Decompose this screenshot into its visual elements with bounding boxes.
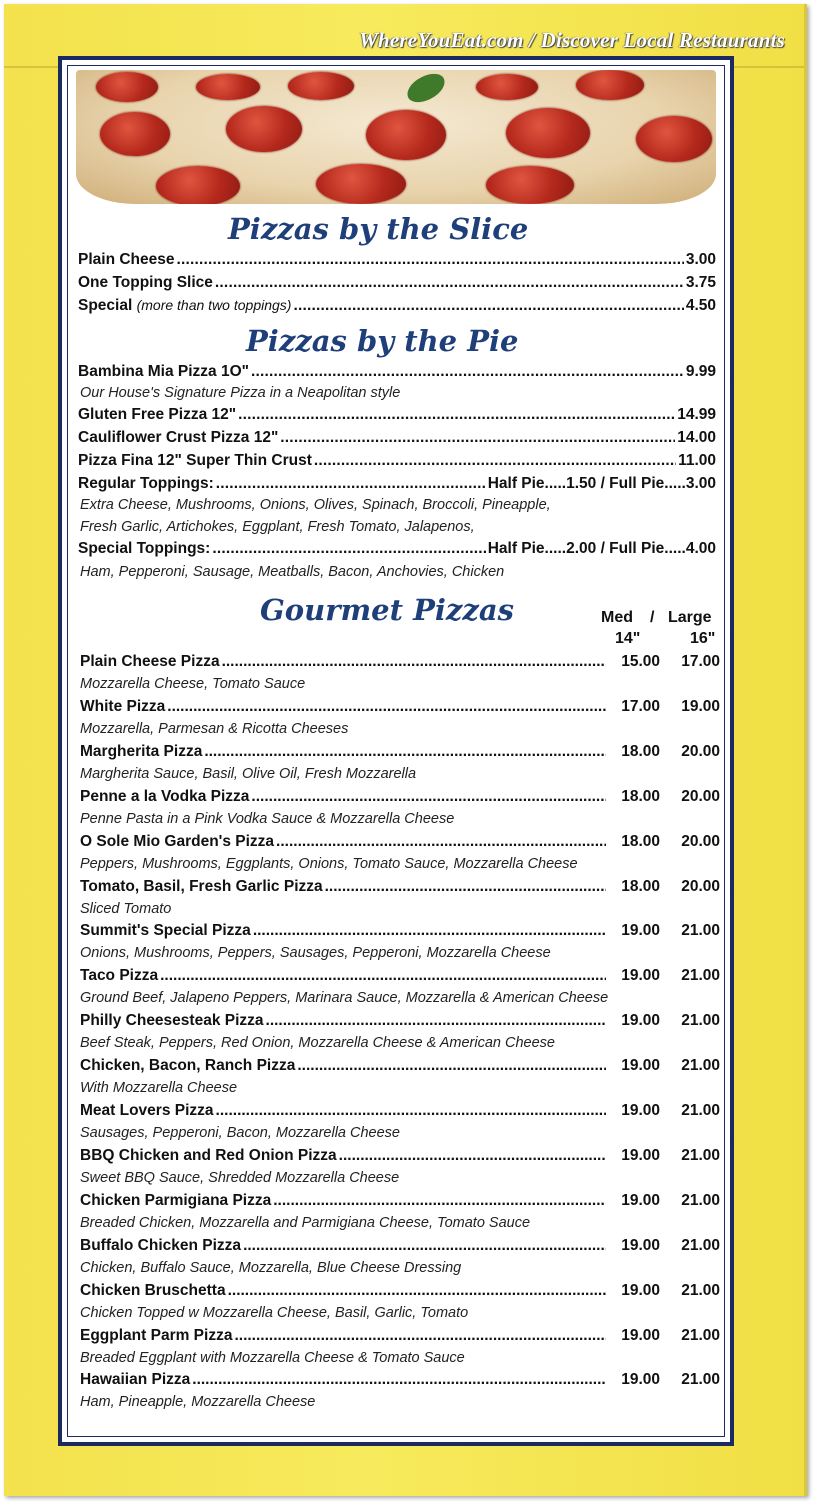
menu-item: Summit's Special Pizza ..... 19.00 21.00 <box>80 922 720 940</box>
menu-item: Tomato, Basil, Fresh Garlic Pizza ..... 18.00 20.00 <box>80 878 720 896</box>
menu-item: Plain Cheese Pizza ..... 15.00 17.00 <box>80 653 720 671</box>
menu-item: Pizza Fina 12" Super Thin Crust ..... 11.00 <box>78 452 716 470</box>
item-description: Our House's Signature Pizza in a Neapolitan style <box>80 385 401 401</box>
toppings-description: Fresh Garlic, Artichokes, Eggplant, Fresh Tomato, Jalapenos, <box>80 519 475 535</box>
item-description: Ground Beef, Jalapeno Peppers, Marinara Sauce, Mozzarella & American Cheese <box>80 990 609 1006</box>
item-description: Mozzarella Cheese, Tomato Sauce <box>80 676 306 692</box>
menu-item: Buffalo Chicken Pizza ..... 19.00 21.00 <box>80 1237 720 1255</box>
menu-item: O Sole Mio Garden's Pizza ..... 18.00 20.00 <box>80 833 720 851</box>
item-description: Sliced Tomato <box>80 901 172 917</box>
menu-item: Chicken, Bacon, Ranch Pizza ..... 19.00 21.00 <box>80 1057 720 1075</box>
item-description: With Mozzarella Cheese <box>80 1080 238 1096</box>
col-head-med: Med <box>601 609 633 626</box>
size-large: 16" <box>690 630 716 647</box>
menu-item: Chicken Parmigiana Pizza ..... 19.00 21.00 <box>80 1192 720 1210</box>
col-head-large: Large <box>668 609 712 626</box>
menu-item: White Pizza ..... 17.00 19.00 <box>80 698 720 716</box>
menu-item: Chicken Bruschetta ..... 19.00 21.00 <box>80 1282 720 1300</box>
menu-item: Gluten Free Pizza 12" ..... 14.99 <box>78 406 716 424</box>
item-description: Breaded Chicken, Mozzarella and Parmigiana Cheese, Tomato Sauce <box>80 1215 531 1231</box>
item-description: Beef Steak, Peppers, Red Onion, Mozzarella Cheese & American Cheese <box>80 1035 555 1051</box>
regular-toppings: Regular Toppings: ..... Half Pie.....1.50 / Full Pie..... 3.00 <box>78 475 716 493</box>
item-description: Peppers, Mushrooms, Eggplants, Onions, Tomato Sauce, Mozzarella Cheese <box>80 856 578 872</box>
item-description: Breaded Eggplant with Mozzarella Cheese & Tomato Sauce <box>80 1350 465 1366</box>
menu-item: Philly Cheesesteak Pizza ..... 19.00 21.00 <box>80 1012 720 1030</box>
item-description: Margherita Sauce, Basil, Olive Oil, Fresh Mozzarella <box>80 766 417 782</box>
item-description: Chicken, Buffalo Sauce, Mozzarella, Blue Cheese Dressing <box>80 1260 462 1276</box>
item-description: Sausages, Pepperoni, Bacon, Mozzarella Cheese <box>80 1125 400 1141</box>
section-title-slice: Pizzas by the Slice <box>228 212 529 246</box>
menu-item: Plain Cheese ..... 3.00 <box>78 251 716 269</box>
site-header: WhereYouEat.com / Discover Local Restaurants <box>359 28 785 52</box>
pizza-photo <box>76 70 716 204</box>
toppings-description: Extra Cheese, Mushrooms, Onions, Olives, Spinach, Broccoli, Pineapple, <box>80 497 551 513</box>
item-description: Mozzarella, Parmesan & Ricotta Cheeses <box>80 721 349 737</box>
menu-item: Taco Pizza ..... 19.00 21.00 <box>80 967 720 985</box>
item-description: Onions, Mushrooms, Peppers, Sausages, Pepperoni, Mozzarella Cheese <box>80 945 551 961</box>
item-description: Chicken Topped w Mozzarella Cheese, Basil, Garlic, Tomato <box>80 1305 469 1321</box>
item-description: Penne Pasta in a Pink Vodka Sauce & Mozzarella Cheese <box>80 811 455 827</box>
section-title-pie: Pizzas by the Pie <box>246 324 519 358</box>
menu-item: One Topping Slice ..... 3.75 <box>78 274 716 292</box>
menu-item: Penne a la Vodka Pizza ..... 18.00 20.00 <box>80 788 720 806</box>
menu-item: Cauliflower Crust Pizza 12" ..... 14.00 <box>78 429 716 447</box>
menu-item: Special (more than two toppings) ..... 4.50 <box>78 297 716 315</box>
menu-item: Eggplant Parm Pizza ..... 19.00 21.00 <box>80 1327 720 1345</box>
col-head-sep: / <box>650 609 655 626</box>
menu-item: BBQ Chicken and Red Onion Pizza ..... 19.00 21.00 <box>80 1147 720 1165</box>
basil-garnish <box>403 70 449 106</box>
size-med: 14" <box>615 630 641 647</box>
menu-item: Bambina Mia Pizza 1O" ..... 9.99 <box>78 363 716 381</box>
toppings-description: Ham, Pepperoni, Sausage, Meatballs, Bacon, Anchovies, Chicken <box>80 564 505 580</box>
special-toppings: Special Toppings: ..... Half Pie.....2.00 / Full Pie..... 4.00 <box>78 540 716 558</box>
menu-item: Hawaiian Pizza ..... 19.00 21.00 <box>80 1371 720 1389</box>
menu-item: Margherita Pizza ..... 18.00 20.00 <box>80 743 720 761</box>
item-description: Sweet BBQ Sauce, Shredded Mozzarella Cheese <box>80 1170 400 1186</box>
menu-item: Meat Lovers Pizza ..... 19.00 21.00 <box>80 1102 720 1120</box>
section-title-gourmet: Gourmet Pizzas <box>260 593 514 627</box>
item-description: Ham, Pineapple, Mozzarella Cheese <box>80 1394 316 1410</box>
